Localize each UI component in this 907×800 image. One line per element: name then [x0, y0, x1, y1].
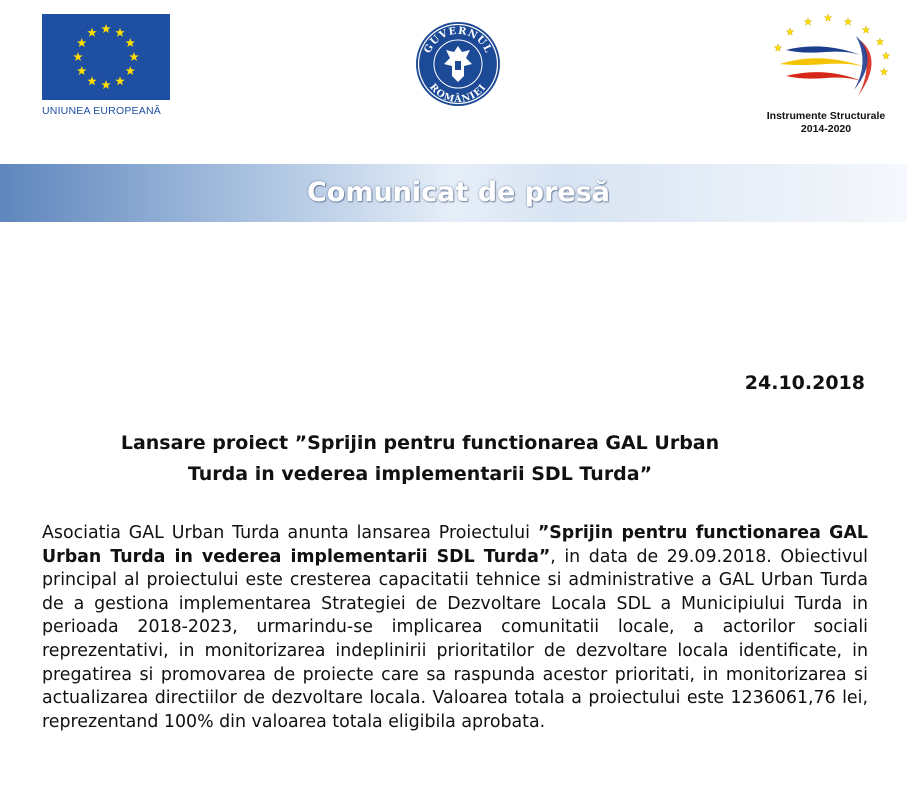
eu-star-icon: [77, 66, 87, 75]
svg-text:ROMÂNIEI: ROMÂNIEI: [427, 81, 489, 106]
eu-star-icon: [87, 76, 97, 85]
instrumente-structurale-logo: [756, 10, 896, 140]
structural-star-icon: [824, 14, 832, 21]
body-rest: , in data de 29.09.2018. Obiectivul principal al proiectului este cresterea capacitatii tehnice si administrative a GAL Urban Turda de a gestiona implementarea Strategiei de Dezvoltare Locala SDL a Municipiului Turda in perioada 2018-2023, urmarindu-se implicarea comunitatii locale, a actorilor sociali reprezentativi, in monitorizarea indeplinirii prioritatilor de dezvoltare locala identificate, in pregatirea si promovarea de proiecte care sa raspunda acestor prioritati, in monitorizarea si actualizarea directiilor de dezvoltare locala. Valoarea totala a proiectului este 1236061,76 lei, reprezentand 100% din valoarea totala eligibila aprobata.: [42, 546, 868, 732]
eu-star-icon: [125, 66, 135, 75]
structural-star-icon: [876, 38, 884, 45]
structural-star-icon: [844, 18, 852, 25]
body-paragraph: [42, 522, 868, 734]
eu-star-icon: [101, 80, 111, 89]
structural-star-icon: [774, 44, 782, 51]
body-project-name: ”Sprijin pentru functionarea GAL Urban Turda in vederea implementarii SDL Turda”: [42, 523, 868, 567]
svg-text:GUVERNUL: GUVERNUL: [422, 25, 494, 56]
structural-star-icon: [862, 26, 870, 33]
logo-bar: [0, 0, 907, 160]
structural-star-icon: [882, 52, 890, 59]
structural-star-icon: [786, 28, 794, 35]
eu-star-icon: [125, 38, 135, 47]
romanian-government-logo: [414, 20, 502, 108]
body-intro: Asociatia GAL Urban Turda anunta lansarea Proiectului: [42, 523, 538, 543]
eu-star-icon: [115, 76, 125, 85]
eu-star-icon: [129, 52, 139, 61]
structural-star-icon: [804, 18, 812, 25]
structural-star-icon: [880, 68, 888, 75]
eu-star-icon: [77, 38, 87, 47]
eu-star-icon: [73, 52, 83, 61]
eu-star-icon: [101, 24, 111, 33]
headline-line-2: Turda in vederea implementarii SDL Turda”: [187, 463, 653, 485]
banner-title: Comunicat de presă: [306, 177, 610, 208]
eu-star-icon: [87, 28, 97, 37]
eu-logo: [42, 14, 174, 117]
eu-star-icon: [115, 28, 125, 37]
instrumente-structurale-caption: Instrumente Structurale 2014-2020: [766, 110, 886, 135]
headline-line-1: Lansare proiect ”Sprijin pentru functionarea GAL Urban: [120, 432, 720, 454]
headline: [60, 428, 780, 490]
eu-caption: UNIUNEA EUROPEANĂ: [42, 105, 161, 117]
eu-flag-icon: [42, 14, 170, 100]
press-release-banner: [0, 164, 907, 222]
release-date: 24.10.2018: [744, 372, 865, 394]
